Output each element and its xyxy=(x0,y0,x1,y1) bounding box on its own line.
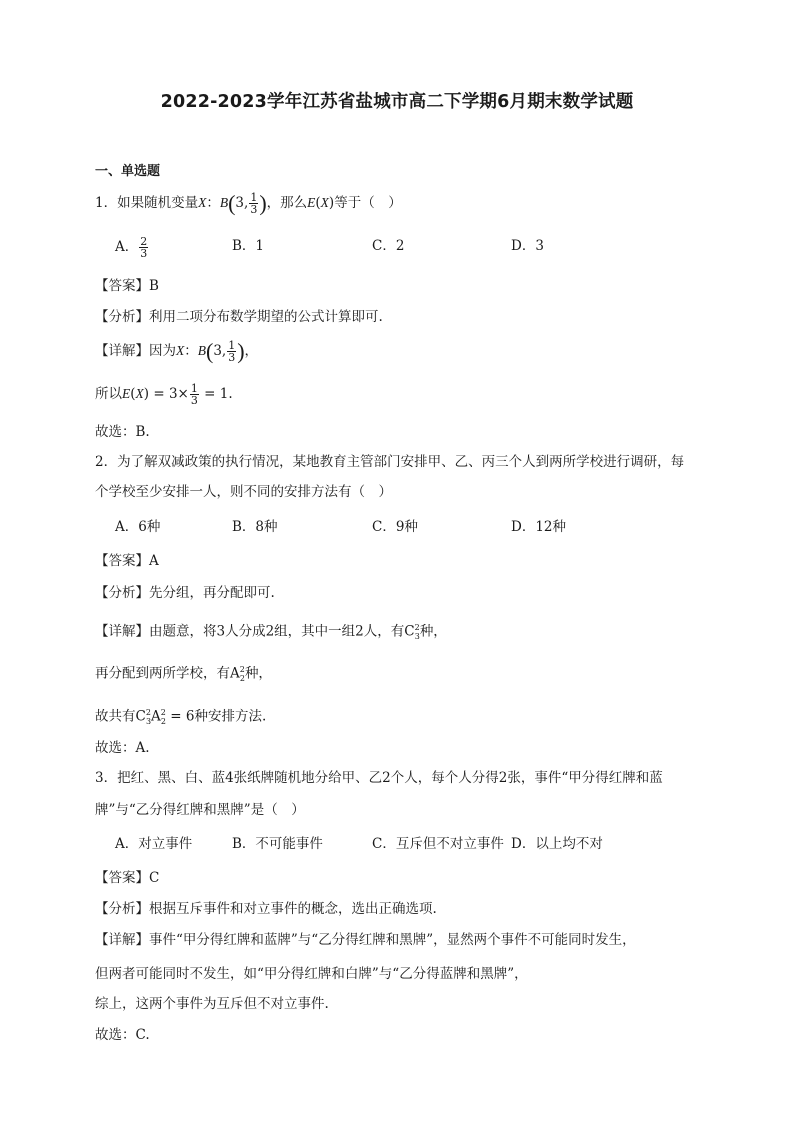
q1-stem-fraction: $\frac{1}{3}$ xyxy=(250,191,258,216)
q1-analysis: 【分析】利用二项分布数学期望的公式计算即可. xyxy=(95,309,383,325)
q2-analysis: 【分析】先分组，再分配即可. xyxy=(95,585,275,601)
q1-detail: 【详解】因为X：B(3, $\frac{1}{3}$ )， xyxy=(95,338,259,364)
q3-option-d: D．以上均不对 xyxy=(511,836,603,852)
section-heading: 一、单选题 xyxy=(95,164,161,179)
q1-answer: 【答案】B xyxy=(95,278,159,294)
q3-detail: 【详解】事件“甲分得红牌和蓝牌”与“乙分得红牌和黑牌”，显然两个事件不可能同时发生， xyxy=(95,932,636,948)
q2-stem-line2: 个学校至少安排一人，则不同的安排方法有（ ） xyxy=(95,484,392,500)
q2-option-a: A．6种 xyxy=(115,519,161,535)
q3-option-c: C．互斥但不对立事件 xyxy=(372,836,504,852)
q3-conclusion: 故选：C. xyxy=(95,1027,150,1043)
q3-detail-line3: 综上，这两个事件为互斥但不对立事件. xyxy=(95,996,329,1012)
q1-stem: 1．如果随机变量X：B(3, $\frac{1}{3}$ )，那么E(X)等于（ ） xyxy=(95,190,402,216)
page-title: 2022-2023学年江苏省盐城市高二下学期6月期末数学试题 xyxy=(160,92,634,112)
q1-detail-calc: 所以E(X) = 3× $\frac{1}{3}$ = 1. xyxy=(95,382,233,407)
q2-option-b: B．8种 xyxy=(232,519,278,535)
q3-stem-line2: 牌”与“乙分得红牌和黑牌”是（ ） xyxy=(95,802,305,818)
q2-detail-assign: 再分配到两所学校，有$A^2_2$种， xyxy=(95,665,272,684)
q1-option-c: C．2 xyxy=(372,238,405,254)
q1-option-d: D．3 xyxy=(511,238,544,254)
q1-option-b: B．1 xyxy=(232,238,265,254)
q3-answer: 【答案】C xyxy=(95,870,160,886)
q1-option-a: A． $\frac{2}{3}$ xyxy=(115,235,148,260)
q3-option-a: A．对立事件 xyxy=(115,836,193,852)
q2-conclusion: 故选：A. xyxy=(95,740,150,756)
q2-option-c: C．9种 xyxy=(372,519,418,535)
q1-conclusion: 故选：B. xyxy=(95,424,150,440)
q3-analysis: 【分析】根据互斥事件和对立事件的概念，选出正确选项. xyxy=(95,901,437,917)
q3-option-b: B．不可能事件 xyxy=(232,836,323,852)
q2-answer: 【答案】A xyxy=(95,553,159,569)
q2-detail: 【详解】由题意，将3人分成2组，其中一组2人，有$C^2_3$种， xyxy=(95,623,447,642)
q3-stem-line1: 3．把红、黑、白、蓝4张纸牌随机地分给甲、乙2个人，每个人分得2张，事件“甲分得红牌和蓝 xyxy=(95,770,663,786)
q3-detail-line2: 但两者可能同时不发生，如“甲分得红牌和白牌”与“乙分得蓝牌和黑牌”， xyxy=(95,966,528,982)
q2-stem-line1: 2．为了解双减政策的执行情况，某地教育主管部门安排甲、乙、丙三个人到两所学校进行调研，每 xyxy=(95,454,685,470)
q2-detail-total: 故共有$C^2_3A^2_2 = 6$种安排方法. xyxy=(95,708,267,727)
q2-option-d: D．12种 xyxy=(511,519,567,535)
